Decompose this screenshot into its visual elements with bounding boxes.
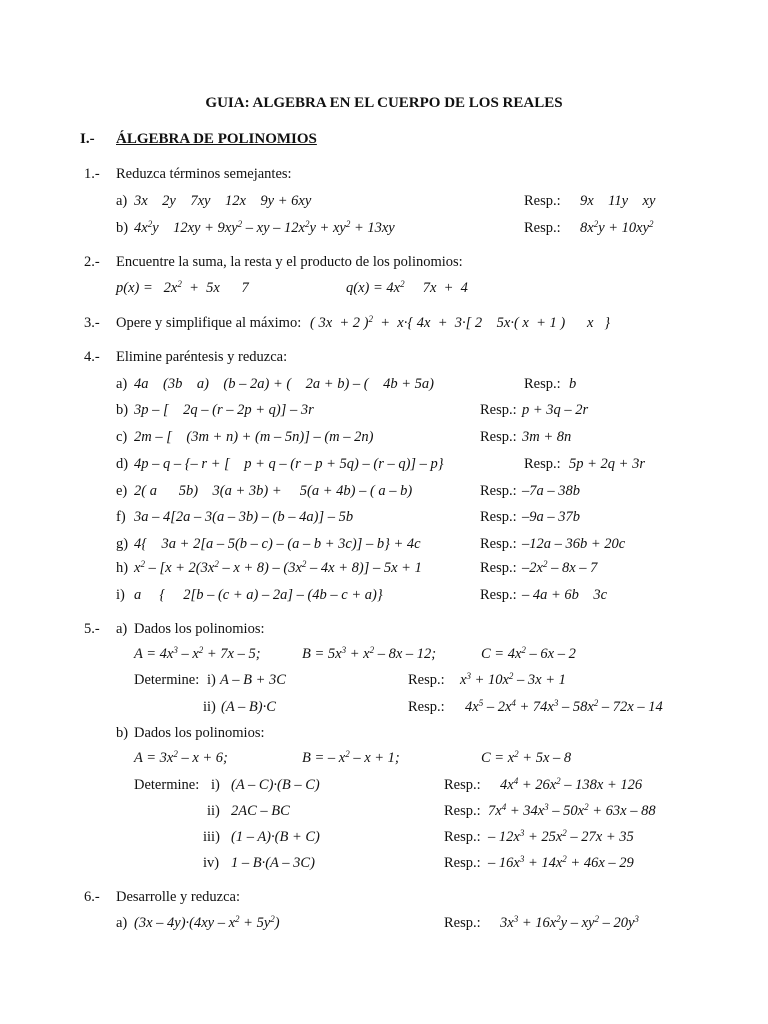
q6a-answer: $3x^3 + 16x^2y - xy^2 - 20y^3$ [500, 914, 639, 931]
section-number: I.- [80, 131, 95, 147]
page-title: GUIA: ALGEBRA EN EL CUERPO DE LOS REALES [205, 95, 563, 111]
q4i-resp-label: Resp.: [480, 587, 517, 603]
q4f-expression: 3a – 4[2a – 3(a – 3b) – (b – 4a)] – 5b [134, 509, 354, 525]
q5b-ii-expression: 2AC – BC [231, 803, 290, 819]
q2-number: 2.- [84, 254, 100, 270]
q5-number: 5.- [84, 621, 100, 637]
q5b-determine: Determine: [134, 777, 200, 793]
q5b-statement: Dados los polinomios: [134, 725, 265, 741]
q4b-label: b) [116, 402, 129, 418]
q5a-polynomial-C: $C = 4x^2 - 6x - 2$ [481, 645, 576, 662]
q5a-i-label: i) [207, 672, 216, 688]
q4h-answer: $-2x^2 - 8x - 7$ [522, 559, 598, 576]
q4b-expression: 3p – [ 2q – (r – 2p + q)] – 3r [134, 402, 314, 418]
q4f-label: f) [116, 509, 126, 525]
q5a-ii-resp-label: Resp.: [408, 699, 445, 715]
q5a-i-resp-label: Resp.: [408, 672, 445, 688]
q1a-expression: 3x 2y 7xy 12x 9y + 6xy [134, 193, 312, 209]
q1b-label: b) [116, 220, 129, 236]
q5b-i-expression: (A – C)·(B – C) [231, 777, 320, 793]
q4h-resp-label: Resp.: [480, 560, 517, 576]
q5b-i-label: i) [211, 777, 220, 793]
q4i-label: i) [116, 587, 125, 603]
q1b-resp-label: Resp.: [524, 220, 561, 236]
q5a-ii-answer: $4x^5 - 2x^4 + 74x^3 - 58x^2 - 72x - 14$ [465, 698, 663, 715]
q2-statement: Encuentre la suma, la resta y el producto de los polinomios: [116, 254, 463, 270]
q4a-resp-label: Resp.: [524, 376, 561, 392]
q5b-i-answer: $4x^4 + 26x^2 - 138x + 126$ [500, 776, 643, 793]
q4h-expression: $x^2 - [x + 2(3x^2 - x + 8) - (3x^2 - 4x + 8)] - 5x + 1$ [134, 559, 422, 576]
q4d-resp-label: Resp.: [524, 456, 561, 472]
q5a-statement: Dados los polinomios: [134, 621, 265, 637]
q4h-label: h) [116, 560, 129, 576]
q4-number: 4.- [84, 349, 100, 365]
q4c-answer: 3m + 8n [522, 429, 572, 445]
q5b-iii-expression: (1 – A)·(B + C) [231, 829, 320, 845]
q5b-iv-expression: 1 – B·(A – 3C) [231, 855, 315, 871]
q5b-iii-resp-label: Resp.: [444, 829, 481, 845]
q4g-answer: –12a – 36b + 20c [522, 536, 626, 552]
q4f-resp-label: Resp.: [480, 509, 517, 525]
q6-statement: Desarrolle y reduzca: [116, 889, 240, 905]
section-title: ÁLGEBRA DE POLINOMIOS [116, 131, 317, 147]
q6a-label: a) [116, 915, 128, 931]
q4e-label: e) [116, 483, 128, 499]
q1-statement: Reduzca términos semejantes: [116, 166, 292, 182]
q5a-i-expression: A – B + 3C [220, 672, 286, 688]
q5a-polynomial-A: $A = 4x^3 - x^2 + 7x - 5$; [134, 645, 261, 662]
q5a-polynomial-B: $B = 5x^3 + x^2 - 8x - 12$; [302, 645, 437, 662]
q3-number: 3.- [84, 315, 100, 331]
q5b-iv-label: iv) [203, 855, 220, 871]
q6a-resp-label: Resp.: [444, 915, 481, 931]
q4e-answer: –7a – 38b [522, 483, 580, 499]
q2-p-polynomial: $p(x) = 2x^2 + 5x$ 7 [116, 279, 249, 296]
q4-statement: Elimine paréntesis y reduzca: [116, 349, 288, 365]
q4g-label: g) [116, 536, 129, 552]
q5b-ii-resp-label: Resp.: [444, 803, 481, 819]
q1-number: 1.- [84, 166, 100, 182]
q5a-determine: Determine: [134, 672, 200, 688]
q4a-label: a) [116, 376, 128, 392]
q5b-iv-resp-label: Resp.: [444, 855, 481, 871]
q4d-answer: 5p + 2q + 3r [569, 456, 645, 472]
q1a-resp-label: Resp.: [524, 193, 561, 209]
q4d-label: d) [116, 456, 129, 472]
q4c-label: c) [116, 429, 128, 445]
q4f-answer: –9a – 37b [522, 509, 580, 525]
q1b-answer: $8x^2y + 10xy^2$ [580, 219, 654, 236]
q4c-expression: 2m – [ (3m + n) + (m – 5n)] – (m – 2n) [134, 429, 374, 445]
q5b-polynomial-B: B = – $x^2 - x + 1$; [302, 749, 400, 766]
q6-number: 6.- [84, 889, 100, 905]
q4c-resp-label: Resp.: [480, 429, 517, 445]
q4b-answer: p + 3q – 2r [522, 402, 589, 418]
q4e-expression: 2( a 5b) 3(a + 3b) + 5(a + 4b) – ( a – b) [134, 483, 413, 499]
q6a-expression: $(3x - 4y)\cdot(4xy - x^2 + 5y^2)$ [134, 914, 280, 931]
q3-expression: ( 3x + 2 )$^2$ + x·{ 4x + 3·[ 2 5x·( x + 1 ) x } [310, 314, 611, 331]
q5b-iii-label: iii) [203, 829, 220, 845]
q5b-polynomial-A: $A = 3x^2 - x + 6$; [134, 749, 228, 766]
q5a-i-answer: $x^3 + 10x^2 - 3x + 1$ [460, 671, 566, 688]
q4i-expression: a { 2[b – (c + a) – 2a] – (4b – c + a)} [134, 587, 383, 603]
q4i-answer: – 4a + 6b 3c [522, 587, 608, 603]
q1a-label: a) [116, 193, 128, 209]
q4d-expression: 4p – q – {– r + [ p + q – (r – p + 5q) – (r – q)] – p} [134, 456, 444, 472]
q4e-resp-label: Resp.: [480, 483, 517, 499]
q5b-iv-answer: – $16x^3 + 14x^2 + 46x - 29$ [488, 854, 634, 871]
q4g-expression: 4{ 3a + 2[a – 5(b – c) – (a – b + 3c)] – b} + 4c [134, 536, 421, 552]
q5b-ii-label: ii) [207, 803, 220, 819]
q5b-ii-answer: $7x^4 + 34x^3 - 50x^2 + 63x - 88$ [488, 802, 656, 819]
q5b-iii-answer: – $12x^3 + 25x^2 - 27x + 35$ [488, 828, 634, 845]
q3-statement: Opere y simplifique al máximo: [116, 315, 302, 331]
q4b-resp-label: Resp.: [480, 402, 517, 418]
q5a-ii-expression: (A – B)·C [221, 699, 276, 715]
q5b-polynomial-C: $C = x^2 + 5x - 8$ [481, 749, 572, 766]
q2-q-polynomial: $q(x) = 4x^2$ 7x + 4 [346, 279, 468, 296]
q5a-ii-label: ii) [203, 699, 216, 715]
q4a-expression: 4a (3b a) (b – 2a) + ( 2a + b) – ( 4b + 5a) [134, 376, 434, 392]
q5b-label: b) [116, 725, 129, 741]
q5b-i-resp-label: Resp.: [444, 777, 481, 793]
q1a-answer: 9x 11y xy [580, 193, 656, 209]
q5a-label: a) [116, 621, 128, 637]
q4a-answer: b [569, 376, 577, 392]
q1b-expression: $4x^2y$ $12xy + 9xy^2$ – xy – $12x^2y + xy^2 + 13xy$ [134, 219, 395, 236]
q4g-resp-label: Resp.: [480, 536, 517, 552]
